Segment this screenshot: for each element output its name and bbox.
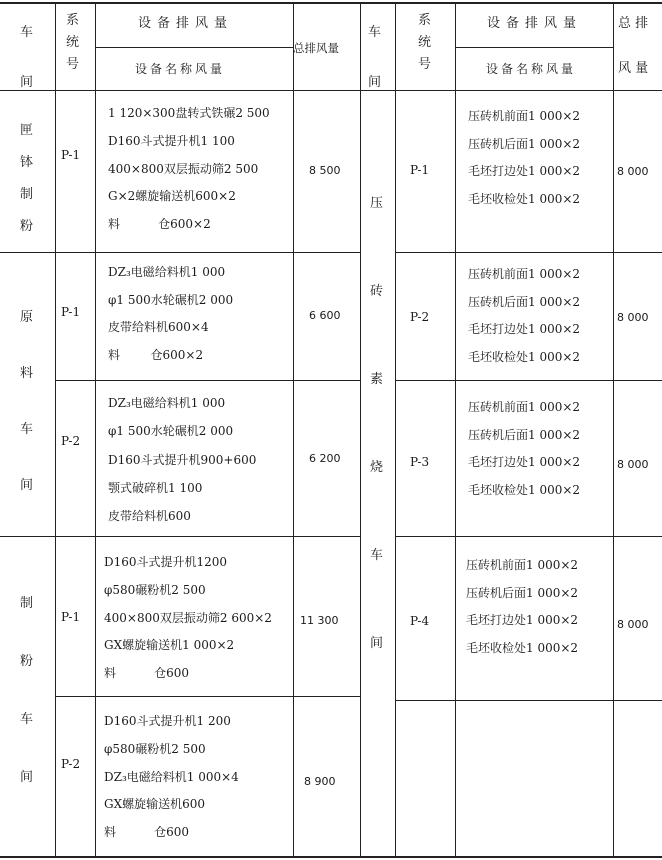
rule-row4 xyxy=(55,696,360,697)
workshop-raw-material xyxy=(20,290,34,514)
col-rule-7 xyxy=(613,2,614,858)
equipment-line: 400×800双层振动筛2 600×2 xyxy=(104,610,272,625)
header-total-right-1: 总 排 xyxy=(618,16,649,31)
right-row3-total: 8 000 xyxy=(617,458,649,471)
rule-top xyxy=(0,2,662,4)
equipment-line: 压砖机前面1 000×2 xyxy=(466,558,579,572)
equipment-line: 压砖机前面1 000×2 xyxy=(468,109,581,123)
left-row2-total: 6 600 xyxy=(309,309,341,322)
workshop-pressing-firing-label: 压砖素烧车间 xyxy=(370,196,384,651)
header-workshop-left xyxy=(8,8,50,90)
right-row3-system: P-3 xyxy=(410,455,430,469)
rule-right-row1 xyxy=(395,252,662,253)
header-equip-exhaust-left: 设备排风量 xyxy=(138,16,234,31)
workshop-milling xyxy=(20,575,34,807)
right-row4-system: P-4 xyxy=(410,614,430,628)
equipment-line: 压砖机后面1 000×2 xyxy=(468,136,581,151)
equipment-line: φ1 500水轮碾机2 000 xyxy=(108,292,234,307)
left-row5-system: P-2 xyxy=(61,757,81,771)
left-row1-total: 8 500 xyxy=(309,164,341,177)
workshop-milling-label: 制粉车间 xyxy=(20,596,34,785)
equipment-line: 毛坯打边处1 000×2 xyxy=(466,613,579,628)
equipment-line: 毛坯打边处1 000×2 xyxy=(468,164,581,179)
header-workshop-right-text: 车间 xyxy=(368,25,382,90)
equipment-line: DZ₃电磁给料机1 000×4 xyxy=(104,769,239,784)
equipment-line: 料 仓600×2 xyxy=(108,217,211,231)
rule-row2 xyxy=(55,380,360,381)
right-row1-system: P-1 xyxy=(410,163,430,177)
workshop-saggar-powder-label: 匣钵制粉 xyxy=(20,123,34,234)
left-row4-total: 11 300 xyxy=(300,614,339,627)
equipment-line: 毛坯收检处1 000×2 xyxy=(468,191,581,206)
equipment-line: 料 仓600 xyxy=(104,666,190,680)
right-row1-total: 8 000 xyxy=(617,165,649,178)
equipment-line: GX螺旋输送机1 000×2 xyxy=(104,638,235,653)
equipment-line: D160斗式提升机900+600 xyxy=(108,452,257,467)
left-row2-system: P-1 xyxy=(61,305,81,319)
equipment-line: 毛坯收检处1 000×2 xyxy=(468,482,581,497)
equipment-line: 压砖机后面1 000×2 xyxy=(466,585,579,600)
left-row4-system: P-1 xyxy=(61,610,81,624)
rule-right-row4 xyxy=(395,700,662,701)
header-equip-name-left: 设备名称风量 xyxy=(135,62,226,76)
right-row4-total: 8 000 xyxy=(617,618,649,631)
header-total-right-2: 风 量 xyxy=(618,61,649,76)
right-row2-total: 8 000 xyxy=(617,311,649,324)
equipment-line: 1 120×300盘转式铁碾2 500 xyxy=(108,106,270,120)
equipment-line: 毛坯打边处1 000×2 xyxy=(468,455,581,470)
equipment-line: φ580碾粉机2 500 xyxy=(104,582,206,597)
rule-header-bottom xyxy=(0,90,662,91)
col-rule-2 xyxy=(95,2,96,858)
equipment-line: D160斗式提升机1 100 xyxy=(108,133,235,148)
workshop-saggar-powder xyxy=(20,115,34,243)
equipment-line: DZ₃电磁给料机1 000 xyxy=(108,396,226,410)
col-rule-5 xyxy=(395,2,396,858)
equipment-line: 毛坯收检处1 000×2 xyxy=(468,349,581,364)
right-row2-system: P-2 xyxy=(410,310,430,324)
workshop-raw-material-label: 原料车间 xyxy=(20,310,34,493)
header-system-right xyxy=(418,10,432,76)
equipment-line: 压砖机前面1 000×2 xyxy=(468,400,581,414)
header-total-left: 总排风量 xyxy=(293,41,339,55)
right-row2-equipment xyxy=(468,265,580,365)
left-row2-equipment xyxy=(108,263,233,363)
rule-header-mid-left xyxy=(95,47,293,48)
equipment-line: 料 仓600 xyxy=(104,825,190,839)
rule-row1 xyxy=(0,252,360,253)
equipment-line: 400×800双层振动筛2 500 xyxy=(108,161,259,176)
left-row1-system: P-1 xyxy=(61,148,81,162)
equipment-line: φ1 500水轮碾机2 000 xyxy=(108,424,234,439)
equipment-line: 颚式破碎机1 100 xyxy=(108,480,203,495)
left-row3-equipment xyxy=(108,394,256,524)
equipment-line: 压砖机后面1 000×2 xyxy=(468,294,581,309)
right-row4-equipment xyxy=(466,556,578,656)
header-equip-name-right: 设备名称风量 xyxy=(486,62,577,76)
equipment-line: 毛坯收检处1 000×2 xyxy=(466,640,579,655)
equipment-line: D160斗式提升机1200 xyxy=(104,555,228,569)
rule-right-row2 xyxy=(395,380,662,381)
left-row3-total: 6 200 xyxy=(309,452,341,465)
left-row1-equipment xyxy=(108,104,270,232)
equipment-line: G×2螺旋输送机600×2 xyxy=(108,189,236,204)
header-workshop-right xyxy=(368,8,382,108)
col-rule-1 xyxy=(55,2,56,858)
col-rule-3 xyxy=(293,2,294,858)
equipment-line: φ580碾粉机2 500 xyxy=(104,741,206,756)
right-row3-equipment xyxy=(468,398,580,498)
workshop-pressing-firing xyxy=(370,160,384,688)
rule-right-row3 xyxy=(395,536,662,537)
col-rule-4 xyxy=(360,2,361,858)
left-row4-equipment xyxy=(104,553,272,681)
equipment-line: GX螺旋输送机600 xyxy=(104,797,206,812)
right-row1-equipment xyxy=(468,107,580,207)
equipment-line: 毛坯打边处1 000×2 xyxy=(468,322,581,337)
equipment-line: D160斗式提升机1 200 xyxy=(104,714,231,728)
left-row5-equipment xyxy=(104,712,239,840)
equipment-line: DZ₃电磁给料机1 000 xyxy=(108,265,226,279)
equipment-line: 皮带给料机600 xyxy=(108,509,191,523)
rule-bottom xyxy=(0,856,662,858)
header-workshop-text: 车间 xyxy=(20,25,34,90)
equipment-line: 压砖机前面1 000×2 xyxy=(468,267,581,281)
header-system-left xyxy=(66,10,80,76)
equipment-line: 料 仓600×2 xyxy=(108,347,204,362)
header-equip-exhaust-right: 设备排风量 xyxy=(487,16,583,31)
header-system-right-text: 系统号 xyxy=(418,13,432,72)
rule-header-mid-right xyxy=(455,47,613,48)
header-system-text: 系统号 xyxy=(66,13,80,72)
equipment-line: 压砖机后面1 000×2 xyxy=(468,427,581,442)
left-row3-system: P-2 xyxy=(61,434,81,448)
col-rule-6 xyxy=(455,2,456,858)
equipment-line: 皮带给料机600×4 xyxy=(108,320,209,335)
rule-row3 xyxy=(0,536,360,537)
left-row5-total: 8 900 xyxy=(304,775,336,788)
